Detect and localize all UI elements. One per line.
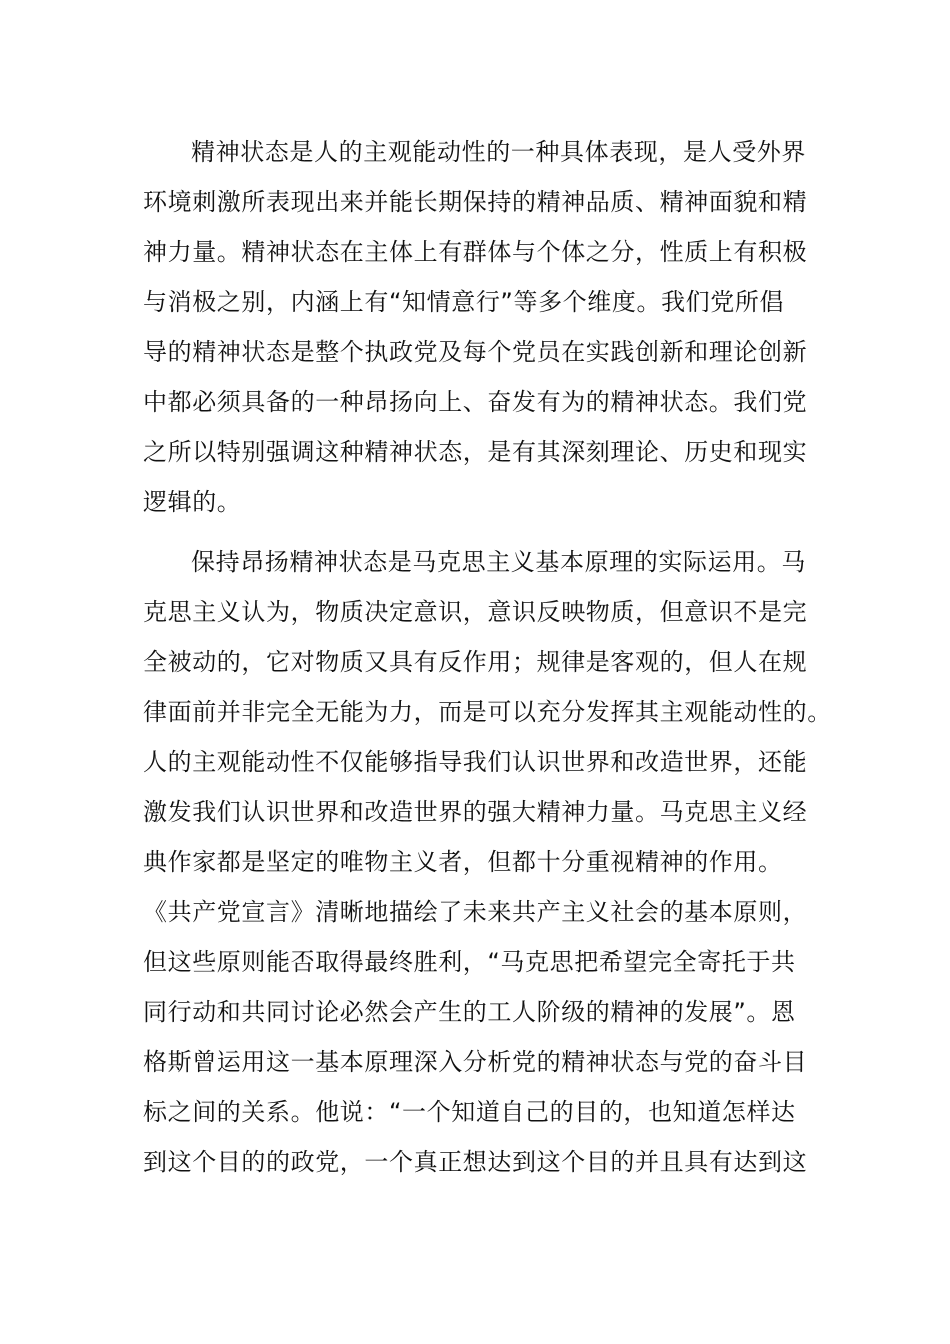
paragraph-line: 同行动和共同讨论必然会产生的工人阶级的精神的发展”。恩 (143, 998, 796, 1026)
paragraph-line: 到这个目的的政党，一个真正想达到这个目的并且具有达到这 (143, 1148, 808, 1176)
paragraph-line: 但这些原则能否取得最终胜利，“马克思把希望完全寄托于共 (143, 948, 796, 976)
paragraph-line: 人的主观能动性不仅能够指导我们认识世界和改造世界，还能 (143, 748, 808, 776)
paragraph-line: 全被动的，它对物质又具有反作用；规律是客观的，但人在规 (143, 648, 808, 676)
paragraph-line: 激发我们认识世界和改造世界的强大精神力量。马克思主义经 (143, 798, 808, 826)
paragraph-line: 标之间的关系。他说：“一个知道自己的目的，也知道怎样达 (143, 1098, 796, 1126)
paragraph-line: 导的精神状态是整个执政党及每个党员在实践创新和理论创新 (143, 338, 808, 366)
paragraph-line: 之所以特别强调这种精神状态，是有其深刻理论、历史和现实 (143, 438, 808, 466)
paragraph-line: 精神状态是人的主观能动性的一种具体表现，是人受外界 (191, 138, 806, 166)
paragraph-line: 典作家都是坚定的唯物主义者，但都十分重视精神的作用。 (143, 848, 783, 876)
paragraph-line: 格斯曾运用这一基本原理深入分析党的精神状态与党的奋斗目 (143, 1048, 808, 1076)
paragraph-line: 神力量。精神状态在主体上有群体与个体之分，性质上有积极 (143, 238, 808, 266)
paragraph-line: 律面前并非完全无能为力，而是可以充分发挥其主观能动性的。 (143, 698, 832, 726)
paragraph-line: 环境刺激所表现出来并能长期保持的精神品质、精神面貌和精 (143, 188, 808, 216)
paragraph-line: 中都必须具备的一种昂扬向上、奋发有为的精神状态。我们党 (143, 388, 808, 416)
paragraph-line: 与消极之别，内涵上有“知情意行”等多个维度。我们党所倡 (143, 288, 785, 316)
paragraph-line: 逻辑的。 (143, 488, 242, 516)
paragraph-line: 保持昂扬精神状态是马克思主义基本原理的实际运用。马 (191, 548, 806, 576)
paragraph-line: 克思主义认为，物质决定意识，意识反映物质，但意识不是完 (143, 598, 808, 626)
paragraph-line: 《共产党宣言》清晰地描绘了未来共产主义社会的基本原则， (143, 898, 808, 926)
